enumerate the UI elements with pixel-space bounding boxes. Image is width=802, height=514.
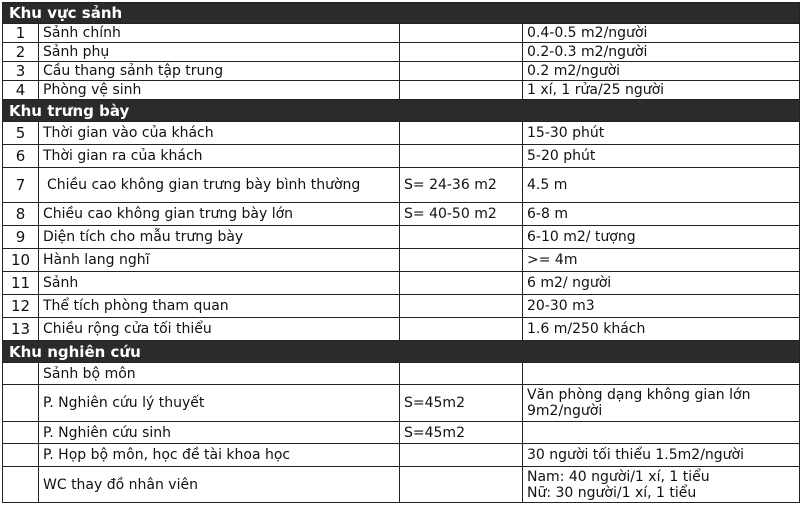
table-row xyxy=(3,226,800,249)
section-title: Khu vực sảnh xyxy=(3,3,800,24)
row-number: 1 xyxy=(3,24,39,43)
row-number: 8 xyxy=(3,203,39,226)
row-name: P. Họp bộ môn, học đề tài khoa học xyxy=(39,444,400,467)
row-area xyxy=(400,272,523,295)
row-name: Diện tích cho mẫu trưng bày xyxy=(39,226,400,249)
table-row xyxy=(3,318,800,341)
section-title: Khu nghiên cứu xyxy=(3,341,800,363)
row-area xyxy=(400,145,523,168)
table-row xyxy=(3,145,800,168)
row-standard: 0.2 m2/người xyxy=(523,62,800,81)
row-area xyxy=(400,81,523,100)
row-standard: 0.4-0.5 m2/người xyxy=(523,24,800,43)
row-standard: 15-30 phút xyxy=(523,122,800,145)
row-number: 9 xyxy=(3,226,39,249)
row-area xyxy=(400,467,523,503)
standards-table xyxy=(2,2,800,503)
row-name: Chiều cao không gian trưng bày lớn xyxy=(39,203,400,226)
row-number: 6 xyxy=(3,145,39,168)
row-name: Sảnh chính xyxy=(39,24,400,43)
row-number: 10 xyxy=(3,249,39,272)
table-row xyxy=(3,81,800,100)
row-standard: 0.2-0.3 m2/người xyxy=(523,43,800,62)
row-number: 11 xyxy=(3,272,39,295)
table-row xyxy=(3,422,800,444)
row-area xyxy=(400,363,523,385)
row-standard: Văn phòng dạng không gian lớn 9m2/người xyxy=(523,385,800,422)
row-number xyxy=(3,467,39,503)
row-area xyxy=(400,295,523,318)
row-area xyxy=(400,43,523,62)
row-standard xyxy=(523,363,800,385)
row-name: Hành lang nghĩ xyxy=(39,249,400,272)
row-standard: 20-30 m3 xyxy=(523,295,800,318)
row-area xyxy=(400,318,523,341)
row-name: Thời gian vào của khách xyxy=(39,122,400,145)
section-header-exhibition xyxy=(3,100,800,122)
row-number xyxy=(3,363,39,385)
row-number: 5 xyxy=(3,122,39,145)
row-name: Chiều rộng cửa tối thiểu xyxy=(39,318,400,341)
section-title: Khu trưng bày xyxy=(3,100,800,122)
table-row xyxy=(3,272,800,295)
row-area xyxy=(400,444,523,467)
row-standard: 30 người tối thiểu 1.5m2/người xyxy=(523,444,800,467)
row-name: WC thay đồ nhân viên xyxy=(39,467,400,503)
row-name: Thời gian ra của khách xyxy=(39,145,400,168)
row-name: Chiều cao không gian trưng bày bình thường xyxy=(39,168,400,203)
row-number: 7 xyxy=(3,168,39,203)
table-row xyxy=(3,122,800,145)
row-standard: >= 4m xyxy=(523,249,800,272)
row-area xyxy=(400,24,523,43)
table-row xyxy=(3,467,800,503)
row-area xyxy=(400,249,523,272)
row-name: Cầu thang sảnh tập trung xyxy=(39,62,400,81)
row-name: Sảnh phụ xyxy=(39,43,400,62)
row-number: 12 xyxy=(3,295,39,318)
row-name: Sảnh xyxy=(39,272,400,295)
table-row xyxy=(3,363,800,385)
row-area: S= 40-50 m2 xyxy=(400,203,523,226)
table-row xyxy=(3,444,800,467)
section-header-research xyxy=(3,341,800,363)
row-standard: 6-10 m2/ tượng xyxy=(523,226,800,249)
row-name: Sảnh bộ môn xyxy=(39,363,400,385)
row-area: S=45m2 xyxy=(400,422,523,444)
table-row xyxy=(3,43,800,62)
row-area xyxy=(400,122,523,145)
table-row xyxy=(3,385,800,422)
table-row xyxy=(3,24,800,43)
row-standard: Nam: 40 người/1 xí, 1 tiểu Nữ: 30 người/1 xí, 1 tiểu xyxy=(523,467,800,503)
row-standard: 4.5 m xyxy=(523,168,800,203)
row-area xyxy=(400,62,523,81)
row-number: 2 xyxy=(3,43,39,62)
table-row xyxy=(3,62,800,81)
row-area xyxy=(400,226,523,249)
row-area: S= 24-36 m2 xyxy=(400,168,523,203)
table-row xyxy=(3,249,800,272)
row-name: Phòng vệ sinh xyxy=(39,81,400,100)
row-number xyxy=(3,444,39,467)
row-standard: 1 xí, 1 rửa/25 người xyxy=(523,81,800,100)
row-standard: 6-8 m xyxy=(523,203,800,226)
row-name: Thể tích phòng tham quan xyxy=(39,295,400,318)
row-standard: 1.6 m/250 khách xyxy=(523,318,800,341)
row-standard: 6 m2/ người xyxy=(523,272,800,295)
row-number xyxy=(3,422,39,444)
row-number: 3 xyxy=(3,62,39,81)
row-standard xyxy=(523,422,800,444)
row-name: P. Nghiên cứu sinh xyxy=(39,422,400,444)
row-name: P. Nghiên cứu lý thuyết xyxy=(39,385,400,422)
row-number: 13 xyxy=(3,318,39,341)
row-standard: 5-20 phút xyxy=(523,145,800,168)
table-row xyxy=(3,203,800,226)
row-number xyxy=(3,385,39,422)
table-row xyxy=(3,295,800,318)
table-row xyxy=(3,168,800,203)
row-area: S=45m2 xyxy=(400,385,523,422)
row-number: 4 xyxy=(3,81,39,100)
section-header-lobby xyxy=(3,3,800,24)
